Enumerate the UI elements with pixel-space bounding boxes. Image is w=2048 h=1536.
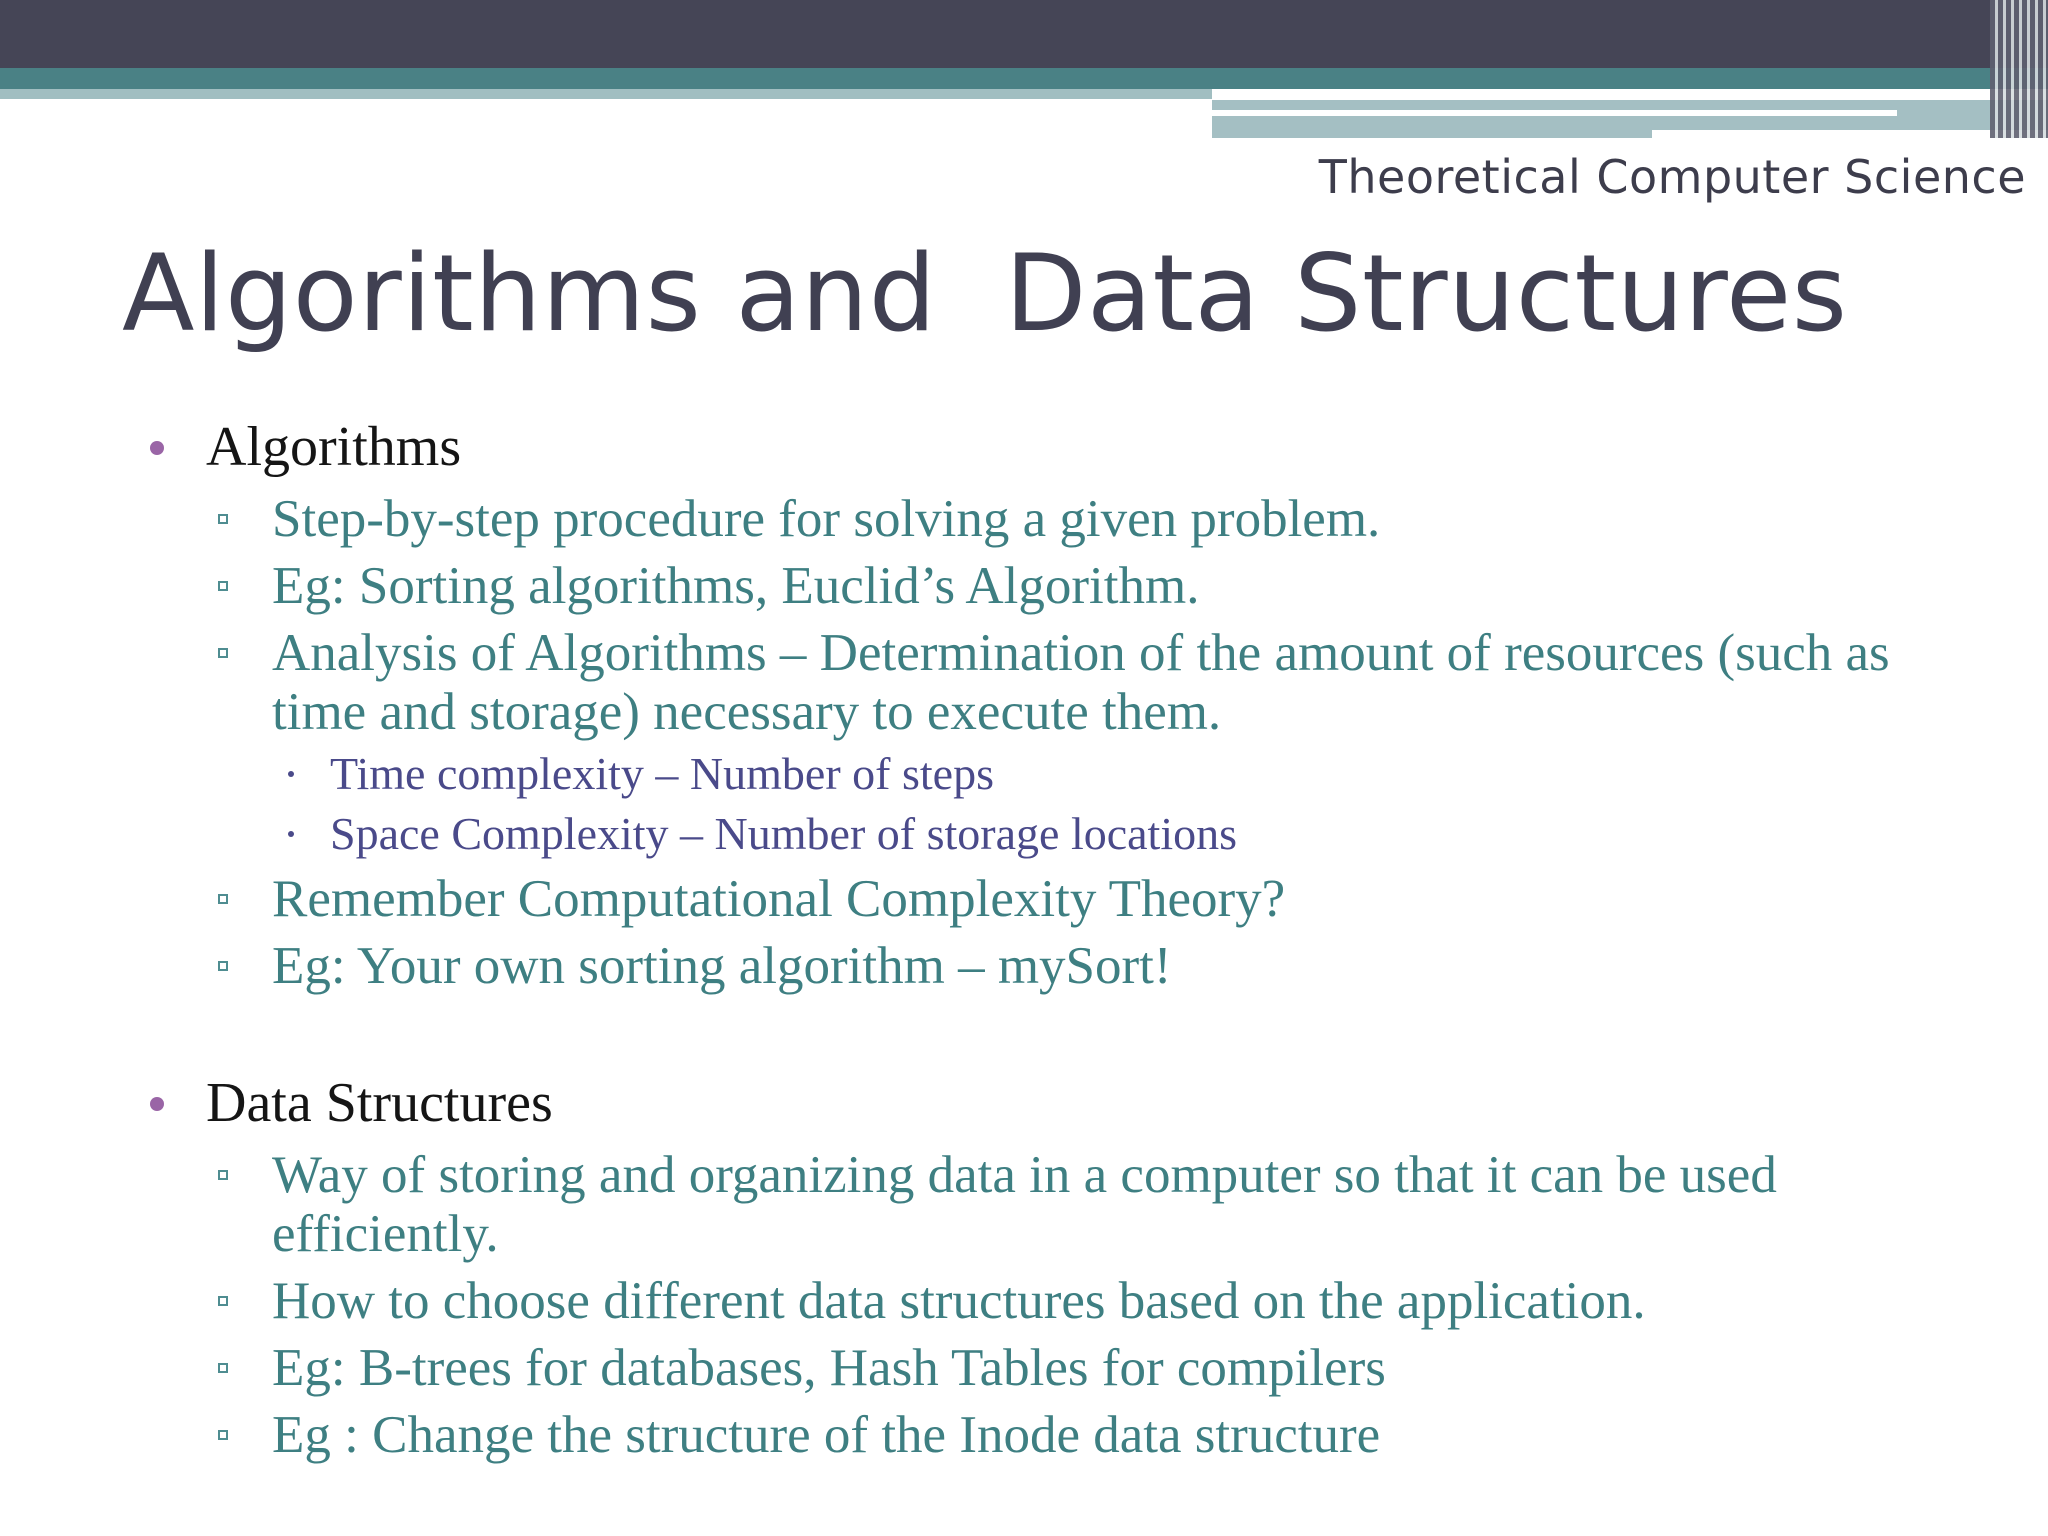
slide-title: Algorithms and Data Structures: [122, 232, 1848, 355]
header-band-teal: [0, 68, 2048, 89]
bullet-item: [142, 490, 1982, 549]
bullet-item: [142, 870, 1982, 929]
header-band-dark: [0, 0, 2048, 68]
slide-content: [142, 412, 1982, 1465]
square-bullet-icon: [218, 648, 228, 658]
bullet-item: [142, 937, 1982, 996]
square-bullet-icon: [218, 894, 228, 904]
bullet-item-text: Way of storing and organizing data in a computer so that it can be used efficiently.: [272, 1146, 1777, 1263]
bullet-heading: [142, 412, 1982, 482]
section-data-structures: [142, 1068, 1982, 1465]
square-bullet-icon: [218, 1430, 228, 1440]
bullet-item-text: Eg: B-trees for databases, Hash Tables for compilers: [272, 1339, 1386, 1397]
small-dot-icon: [288, 831, 294, 837]
sub-bullet-item: [142, 806, 1982, 862]
bullet-item-text: Remember Computational Complexity Theory?: [272, 870, 1286, 928]
bullet-item: [142, 1339, 1982, 1398]
square-bullet-icon: [218, 1296, 228, 1306]
square-bullet-icon: [218, 961, 228, 971]
bullet-item-text: Eg: Sorting algorithms, Euclid’s Algorithm.: [272, 557, 1200, 615]
bullet-item: [142, 624, 1982, 742]
bullet-heading-text: Data Structures: [206, 1072, 553, 1134]
bullet-item-text: Step-by-step procedure for solving a given problem.: [272, 490, 1381, 548]
square-bullet-icon: [218, 581, 228, 591]
bullet-heading-text: Algorithms: [206, 416, 462, 478]
bullet-dot-icon: [150, 1097, 164, 1111]
sub-bullet-item-text: Space Complexity – Number of storage locations: [330, 808, 1238, 859]
bullet-item: [142, 1146, 1982, 1264]
square-bullet-icon: [218, 514, 228, 524]
bullet-item: [142, 1406, 1982, 1465]
header-band-light-left: [0, 89, 1212, 99]
header-white-line: [1212, 110, 1897, 116]
square-bullet-icon: [218, 1363, 228, 1373]
header-white-line: [1652, 130, 2048, 138]
bullet-heading: [142, 1068, 1982, 1138]
sub-bullet-item-text: Time complexity – Number of steps: [330, 748, 994, 799]
bullet-item-text: How to choose different data structures based on the application.: [272, 1272, 1646, 1330]
slide-subject: Theoretical Computer Science: [1318, 150, 2026, 204]
bullet-item-text: Eg: Your own sorting algorithm – mySort!: [272, 937, 1172, 995]
bullet-item-text: Analysis of Algorithms – Determination of the amount of resources (such as time and storage) necessary to execute them.: [272, 624, 1890, 741]
bullet-dot-icon: [150, 441, 164, 455]
small-dot-icon: [288, 771, 294, 777]
sub-bullet-item: [142, 746, 1982, 802]
bullet-item: [142, 557, 1982, 616]
section-algorithms: [142, 412, 1982, 996]
header-edge-stripes: [1990, 0, 2048, 138]
square-bullet-icon: [218, 1170, 228, 1180]
bullet-item-text: Eg : Change the structure of the Inode data structure: [272, 1406, 1381, 1464]
bullet-item: [142, 1272, 1982, 1331]
